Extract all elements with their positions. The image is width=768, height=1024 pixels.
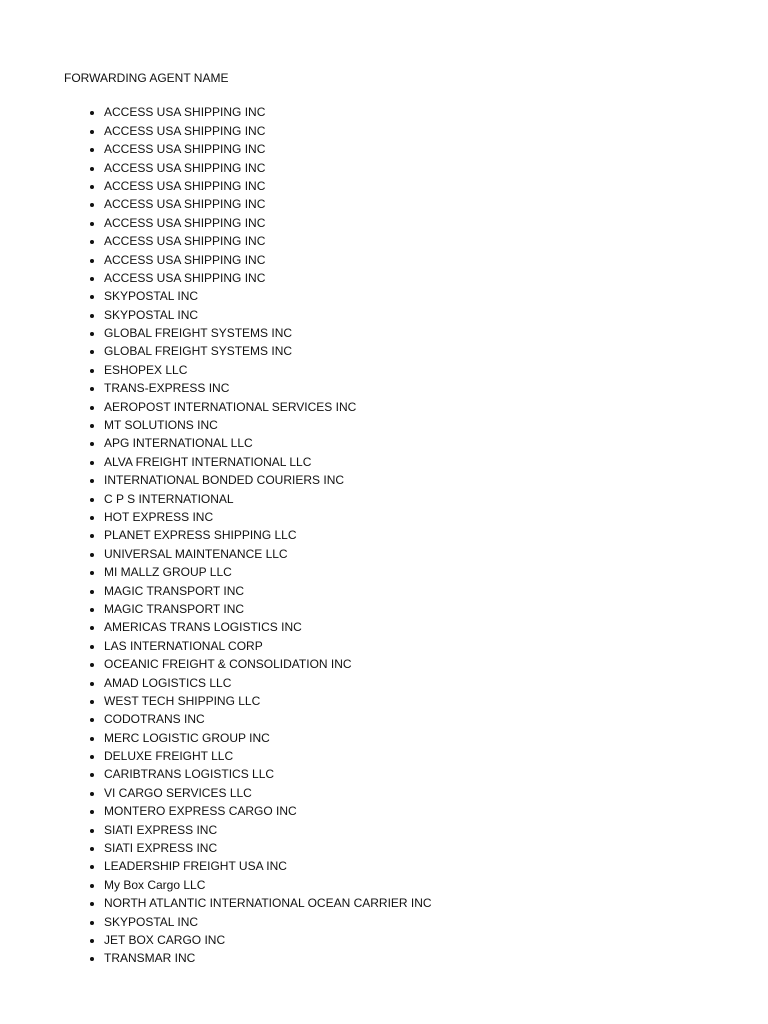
column-header-forwarding-agent-name: FORWARDING AGENT NAME	[64, 71, 229, 85]
agent-row: • ACCESS USA SHIPPING INC	[104, 214, 432, 232]
agent-row: • AMERICAS TRANS LOGISTICS INC	[104, 618, 432, 636]
agent-row: • SKYPOSTAL INC	[104, 306, 432, 324]
forwarding-agent-list	[64, 69, 432, 984]
agent-row: • TRANS-EXPRESS INC	[104, 379, 432, 397]
agent-row: • ACCESS USA SHIPPING INC	[104, 103, 432, 121]
agent-row: • DELUXE FREIGHT LLC	[104, 747, 432, 765]
agent-row: • ACCESS USA SHIPPING INC	[104, 140, 432, 158]
agent-row: • My Box Cargo LLC	[104, 876, 432, 894]
agent-row: • LAS INTERNATIONAL CORP	[104, 637, 432, 655]
agent-rows	[64, 103, 432, 967]
agent-row: • JET BOX CARGO INC	[104, 931, 432, 949]
agent-row: • MI MALLZ GROUP LLC	[104, 563, 432, 581]
agent-row: • LEADERSHIP FREIGHT USA INC	[104, 857, 432, 875]
agent-row: • ACCESS USA SHIPPING INC	[104, 195, 432, 213]
agent-row: • INTERNATIONAL BONDED COURIERS INC	[104, 471, 432, 489]
agent-row: • AEROPOST INTERNATIONAL SERVICES INC	[104, 398, 432, 416]
agent-row: • MAGIC TRANSPORT INC	[104, 600, 432, 618]
agent-row: • UNIVERSAL MAINTENANCE LLC	[104, 545, 432, 563]
agent-row: • MONTERO EXPRESS CARGO INC	[104, 802, 432, 820]
agent-row: • ACCESS USA SHIPPING INC	[104, 177, 432, 195]
agent-row: • ESHOPEX LLC	[104, 361, 432, 379]
agent-row: • C P S INTERNATIONAL	[104, 490, 432, 508]
agent-row: • MT SOLUTIONS INC	[104, 416, 432, 434]
agent-row: • CARIBTRANS LOGISTICS LLC	[104, 765, 432, 783]
agent-row: • GLOBAL FREIGHT SYSTEMS INC	[104, 324, 432, 342]
agent-row: • ACCESS USA SHIPPING INC	[104, 251, 432, 269]
agent-row: • MERC LOGISTIC GROUP INC	[104, 729, 432, 747]
agent-row: • GLOBAL FREIGHT SYSTEMS INC	[104, 342, 432, 360]
agent-row: • ACCESS USA SHIPPING INC	[104, 232, 432, 250]
agent-row: • WEST TECH SHIPPING LLC	[104, 692, 432, 710]
agent-row: • ALVA FREIGHT INTERNATIONAL LLC	[104, 453, 432, 471]
agent-row: • APG INTERNATIONAL LLC	[104, 434, 432, 452]
agent-row: • SIATI EXPRESS INC	[104, 821, 432, 839]
agent-row: • OCEANIC FREIGHT & CONSOLIDATION INC	[104, 655, 432, 673]
agent-row: • SIATI EXPRESS INC	[104, 839, 432, 857]
agent-row: • CODOTRANS INC	[104, 710, 432, 728]
agent-row: • NORTH ATLANTIC INTERNATIONAL OCEAN CARRIER INC	[104, 894, 432, 912]
agent-row: • PLANET EXPRESS SHIPPING LLC	[104, 526, 432, 544]
agent-row: • HOT EXPRESS INC	[104, 508, 432, 526]
agent-row: • ACCESS USA SHIPPING INC	[104, 159, 432, 177]
agent-row: • MAGIC TRANSPORT INC	[104, 582, 432, 600]
agent-row: • ACCESS USA SHIPPING INC	[104, 122, 432, 140]
agent-row: • SKYPOSTAL INC	[104, 287, 432, 305]
agent-row: • VI CARGO SERVICES LLC	[104, 784, 432, 802]
agent-row: • TRANSMAR INC	[104, 949, 432, 967]
agent-row: • SKYPOSTAL INC	[104, 913, 432, 931]
agent-row: • ACCESS USA SHIPPING INC	[104, 269, 432, 287]
agent-row: • AMAD LOGISTICS LLC	[104, 674, 432, 692]
